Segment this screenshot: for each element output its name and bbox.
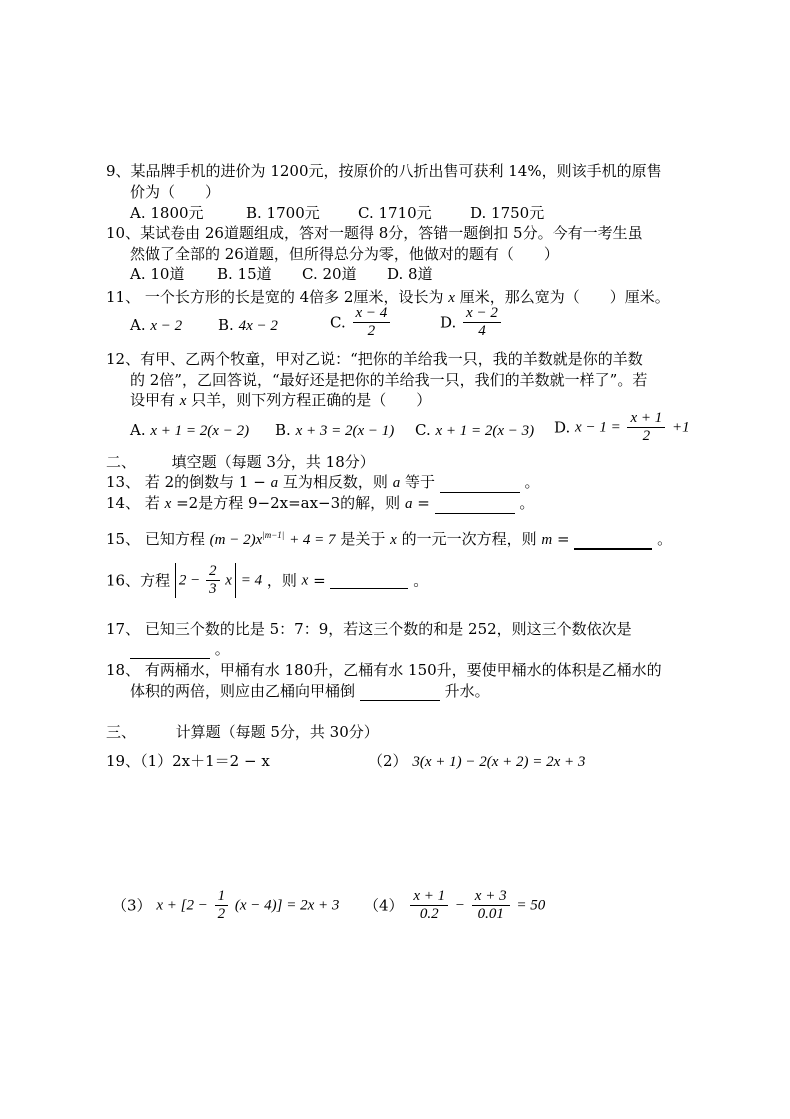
q14-text-d: 。 — [519, 494, 535, 512]
q16-text-c: = — [313, 571, 326, 590]
q11-option-d-fraction — [463, 305, 501, 340]
q16-fraction — [206, 563, 220, 598]
q12-option-d — [554, 410, 690, 445]
q11-option-b-expr: 4x − 2 — [238, 318, 278, 334]
q15-text-a: 15、 已知方程 — [106, 530, 205, 548]
q18-answer-blank[interactable] — [360, 684, 440, 701]
q16-absolute-value — [175, 563, 236, 598]
q12-option-d-numerator: x + 1 — [627, 410, 665, 428]
q19-part4-eq: = 50 — [516, 897, 546, 914]
q15-expr-a: (m − 2)x — [209, 532, 263, 548]
q16-text-a: 16、方程 — [106, 571, 171, 590]
q12-line1: 12、有甲、乙两个牧童，甲对乙说：“把你的羊给我一只，我的羊数就是你的羊数 — [106, 350, 643, 368]
q12-option-d-label: D. — [554, 418, 571, 437]
q11-option-b — [218, 315, 278, 336]
q13-text-a: 13、 若 2的倒数与 1 − — [106, 473, 266, 491]
q12-option-d-denominator: 2 — [642, 428, 651, 444]
q19-part4-minus: − — [454, 897, 466, 914]
q11-var: x — [448, 290, 455, 306]
q9-option-c: C. 1710元 — [358, 204, 432, 222]
q15-text-b: 是关于 — [340, 530, 386, 548]
q11-option-b-label: B. — [218, 316, 234, 334]
q15-exponent: |m−1| — [262, 530, 285, 540]
q19-part4-denominator-1: 0.2 — [419, 906, 439, 922]
q19-part2-label: （2） — [368, 752, 408, 770]
q11-option-d — [440, 305, 503, 340]
q19-part3-fraction — [215, 888, 229, 923]
q12-option-a-expr: x + 1 = 2(x − 2) — [150, 423, 250, 439]
q11-option-a-label: A. — [130, 316, 146, 334]
q13-text-c: 等于 — [404, 473, 435, 491]
q18-text-b: 升水。 — [444, 682, 490, 700]
q14-answer-blank[interactable] — [435, 497, 515, 514]
q17-answer-blank[interactable] — [130, 642, 210, 659]
q15 — [106, 525, 672, 550]
q12-option-c-label: C. — [415, 421, 431, 439]
q19-part4-numerator-1: x + 1 — [410, 888, 448, 906]
q15-var: x — [390, 532, 397, 548]
q18-line2 — [130, 681, 490, 701]
q11-option-c-fraction — [353, 305, 391, 340]
q19-part1: 19、（1）2x＋1＝2 − x — [106, 752, 270, 770]
q16 — [106, 563, 428, 607]
q16-text-d: 。 — [413, 571, 429, 590]
q12-line3-var: x — [179, 393, 187, 409]
section-2-title: 填空题（每题 3分，共 18分） — [171, 453, 375, 471]
q10-option-b: B. 15道 — [217, 265, 272, 283]
q19-part3-post: (x − 4)] = 2x + 3 — [234, 897, 340, 914]
q19-part2 — [368, 751, 585, 772]
q13-var: a — [270, 475, 279, 491]
q19-part3-label: （3） — [112, 896, 152, 915]
q13 — [106, 472, 540, 493]
section-3-heading — [106, 722, 379, 742]
q12-option-c-expr: x + 1 = 2(x − 3) — [435, 423, 535, 439]
q13-text-d: 。 — [524, 473, 540, 491]
q15-text-e: 。 — [657, 530, 673, 548]
q14-text-b: =2是方程 9−2x=ax−3的解，则 — [176, 494, 401, 512]
q11-option-d-label: D. — [440, 313, 457, 332]
q15-answer-blank[interactable] — [574, 532, 652, 550]
q13-var2: a — [392, 475, 401, 491]
q19-part4-label: （4） — [364, 896, 404, 915]
q17-end: 。 — [214, 640, 230, 658]
q10-line2: 然做了全部的 26道题，但所得总分为零，他做对的题有（ ） — [130, 245, 559, 263]
q16-var: x — [301, 572, 309, 589]
q11-option-a-expr: x − 2 — [150, 318, 183, 334]
q16-abs-var: x — [225, 572, 232, 589]
q19-part4-numerator-2: x + 3 — [472, 888, 510, 906]
q15-text-c: 的一元一次方程，则 — [401, 530, 537, 548]
q14-text-a: 14、 若 — [106, 494, 160, 512]
q18-text-a: 体积的两倍，则应由乙桶向甲桶倒 — [130, 682, 356, 700]
q19-part3 — [112, 888, 339, 932]
q10-line1: 10、某试卷由 26道题组成，答对一题得 8分，答错一题倒扣 5分。今有一考生虽 — [106, 224, 643, 242]
section-3-number: 三、 — [106, 723, 137, 741]
q14-var: x — [164, 496, 172, 512]
q19-part2-expr: 3(x + 1) − 2(x + 2) = 2x + 3 — [412, 754, 586, 770]
q11-option-d-numerator: x − 2 — [463, 305, 501, 323]
q11-option-c-label: C. — [330, 313, 346, 332]
q18-line1: 18、 有两桶水，甲桶有水 180升，乙桶有水 150升，要使甲桶水的体积是乙桶水的 — [106, 661, 662, 679]
section-3-title: 计算题（每题 5分，共 30分） — [175, 723, 379, 741]
q9-option-b: B. 1700元 — [246, 204, 320, 222]
q16-abs-pre: 2 − — [178, 572, 201, 589]
q12-line3-b: 只羊，则下列方程正确的是（ ） — [191, 391, 432, 409]
q19-part4-fraction-2 — [472, 888, 510, 923]
q12-line3-a: 设甲有 — [130, 391, 176, 409]
q12-option-d-post: +1 — [672, 419, 690, 436]
q17-line1: 17、 已知三个数的比是 5：7：9，若这三个数的和是 252，则这三个数依次是 — [106, 620, 632, 638]
q12-option-b-label: B. — [275, 421, 291, 439]
q14-var2: a — [404, 496, 413, 512]
q12-option-d-pre: x − 1 = — [575, 419, 621, 436]
q11-option-a — [130, 315, 182, 336]
q11-option-d-denominator: 4 — [478, 323, 486, 339]
q11-text-b: 厘米，那么宽为（ ）厘米。 — [459, 288, 670, 306]
q12-option-b — [275, 420, 394, 441]
q15-expr-b: + 4 = 7 — [289, 532, 336, 548]
q9-line2: 价为（ ） — [130, 183, 221, 201]
q16-answer-blank[interactable] — [330, 572, 408, 589]
q12-line3 — [130, 390, 431, 411]
q11-option-c-numerator: x − 4 — [353, 305, 391, 323]
q15-var2: m — [541, 532, 553, 548]
q9-line1: 9、某品牌手机的进价为 1200元，按原价的八折出售可获利 14%，则该手机的原售 — [106, 162, 662, 180]
q12-option-c — [415, 420, 534, 441]
q12-option-b-expr: x + 3 = 2(x − 1) — [295, 423, 395, 439]
q13-text-b: 互为相反数，则 — [282, 473, 388, 491]
q11-text-a: 11、 一个长方形的长是宽的 4倍多 2厘米，设长为 — [106, 288, 444, 306]
q16-denominator: 3 — [209, 581, 217, 597]
q12-line2: 的 2倍”，乙回答说，“最好还是把你的羊给我一只，我们的羊数就一样了”。若 — [130, 371, 648, 389]
q19-part3-pre: x + [2 − — [156, 897, 208, 914]
q19-part4 — [364, 888, 545, 932]
section-2-number: 二、 — [106, 453, 137, 471]
q17-line2 — [130, 639, 230, 659]
q15-text-d: = — [557, 530, 570, 548]
q19-part3-denominator: 2 — [217, 906, 226, 922]
q12-option-d-fraction — [627, 410, 665, 445]
q14-text-c: = — [417, 494, 430, 512]
q19-part4-fraction-1 — [410, 888, 448, 923]
q16-numerator: 2 — [206, 563, 220, 581]
q14 — [106, 493, 534, 514]
q16-eq: = 4 — [240, 572, 263, 589]
q11-option-c-denominator: 2 — [367, 323, 376, 339]
q13-answer-blank[interactable] — [440, 476, 520, 493]
q9-option-a: A. 1800元 — [130, 204, 204, 222]
q19-part4-denominator-2: 0.01 — [477, 906, 504, 922]
q16-text-b: ，则 — [266, 571, 297, 590]
q11-option-c — [330, 305, 392, 340]
q9-option-d: D. 1750元 — [470, 204, 545, 222]
section-2-heading — [106, 452, 375, 472]
q10-option-a: A. 10道 — [130, 265, 185, 283]
q19-part3-numerator: 1 — [215, 888, 229, 906]
q12-option-a — [130, 420, 249, 441]
q10-option-d: D. 8道 — [387, 265, 433, 283]
q10-option-c: C. 20道 — [302, 265, 357, 283]
q12-option-a-label: A. — [130, 421, 146, 439]
